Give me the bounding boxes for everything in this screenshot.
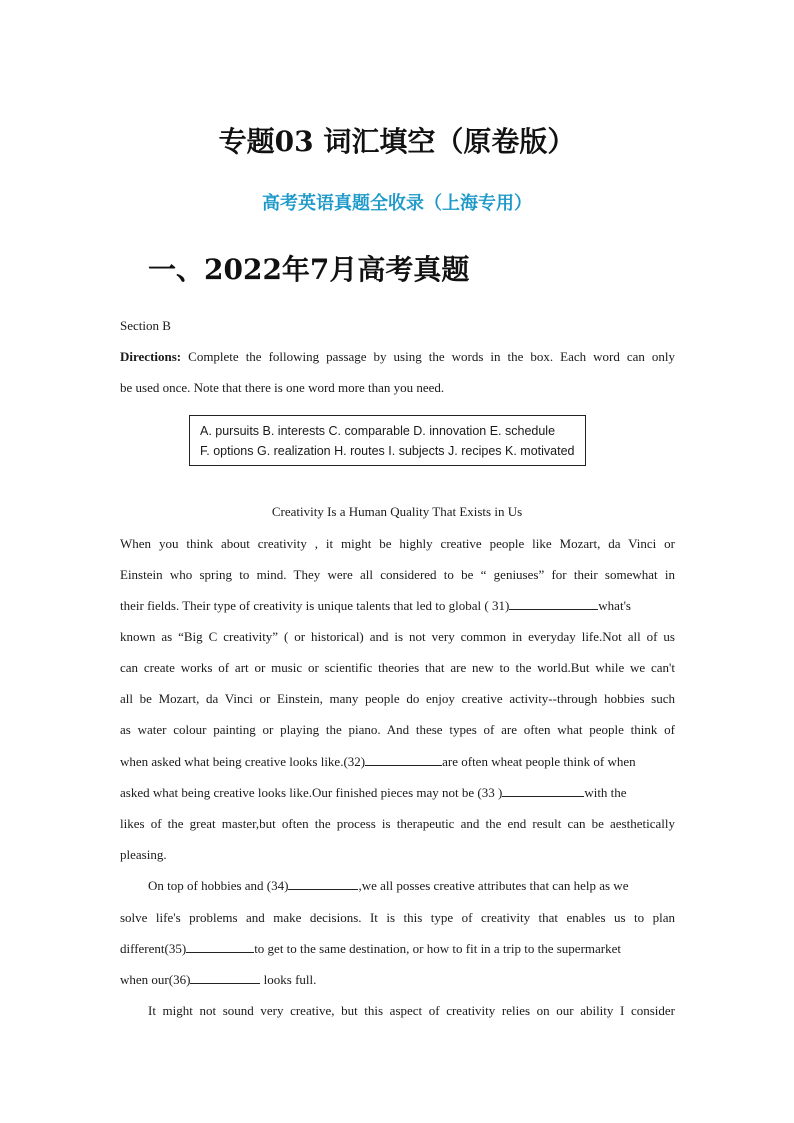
word-box-row-1: A. pursuits B. interests C. comparable D. innovation E. schedule bbox=[200, 424, 556, 438]
passage-line bbox=[120, 970, 675, 990]
blank-31[interactable] bbox=[509, 596, 598, 610]
passage-text: with the bbox=[584, 785, 627, 800]
directions-line-2: be used once. Note that there is one word more than you need. bbox=[120, 380, 445, 395]
passage-line: solve life's problems and make decisions. It is this type of creativity that enables us to plan bbox=[120, 910, 675, 925]
directions-text-1: Complete the following passage by using the words in the box. Each word can only bbox=[181, 349, 675, 364]
passage-text: looks full. bbox=[260, 972, 317, 987]
passage-line: known as “Big C creativity” ( or historical) and is not very common in everyday life.Not all of us bbox=[120, 629, 675, 644]
passage-text: different(35) bbox=[120, 941, 187, 956]
directions-line-1 bbox=[120, 347, 675, 367]
passage-line: can create works of art or music or scientific theories that are new to the world.But while we can't bbox=[120, 660, 675, 675]
section-heading: 一、2022年7月高考真题 bbox=[148, 253, 470, 286]
passage-text: are often wheat people think of when bbox=[442, 754, 636, 769]
blank-32[interactable] bbox=[365, 752, 442, 766]
blank-34[interactable] bbox=[288, 876, 358, 890]
passage-text: to get to the same destination, or how to fit in a trip to the supermarket bbox=[254, 941, 621, 956]
passage-line bbox=[120, 783, 675, 803]
passage-text: what's bbox=[598, 598, 631, 613]
passage-text: asked what being creative looks like.Our finished pieces may not be (33 ) bbox=[120, 785, 503, 800]
passage-text: On top of hobbies and (34) bbox=[148, 878, 289, 893]
document-title: 专题03 词汇填空（原卷版） bbox=[218, 125, 576, 158]
section-label: Section B bbox=[120, 318, 171, 333]
passage-line: all be Mozart, da Vinci or Einstein, many people do enjoy creative activity--through hobbies such bbox=[120, 691, 675, 706]
passage-text: ,we all posses creative attributes that can help as we bbox=[358, 878, 629, 893]
blank-36[interactable] bbox=[190, 970, 260, 984]
document-subtitle: 高考英语真题全收录（上海专用） bbox=[262, 193, 532, 214]
word-box-row-2: F. options G. realization H. routes I. subjects J. recipes K. motivated bbox=[200, 444, 575, 458]
passage-text: when asked what being creative looks like.(32) bbox=[120, 754, 366, 769]
blank-33[interactable] bbox=[502, 783, 584, 797]
blank-35[interactable] bbox=[186, 939, 254, 953]
passage-line: Einstein who spring to mind. They were all considered to be “ geniuses” for their somewhat in bbox=[120, 567, 675, 582]
word-box bbox=[189, 415, 586, 466]
passage-title: Creativity Is a Human Quality That Exists in Us bbox=[271, 504, 523, 519]
passage-line: as water colour painting or playing the piano. And these types of are often what people think of bbox=[120, 722, 675, 737]
passage-text: when our(36) bbox=[120, 972, 191, 987]
passage-line bbox=[148, 876, 675, 896]
passage-line: It might not sound very creative, but this aspect of creativity relies on our ability I consider bbox=[148, 1003, 675, 1018]
directions-label: Directions: bbox=[120, 349, 182, 364]
passage-line: When you think about creativity , it might be highly creative people like Mozart, da Vinci or bbox=[120, 536, 675, 551]
passage-line: likes of the great master,but often the process is therapeutic and the end result can be aesthetically bbox=[120, 816, 675, 831]
passage-line: pleasing. bbox=[120, 847, 167, 862]
passage-text: their fields. Their type of creativity is unique talents that led to global ( 31) bbox=[120, 598, 510, 613]
passage-line bbox=[120, 939, 675, 959]
passage-line bbox=[120, 752, 675, 772]
passage-line bbox=[120, 596, 675, 616]
